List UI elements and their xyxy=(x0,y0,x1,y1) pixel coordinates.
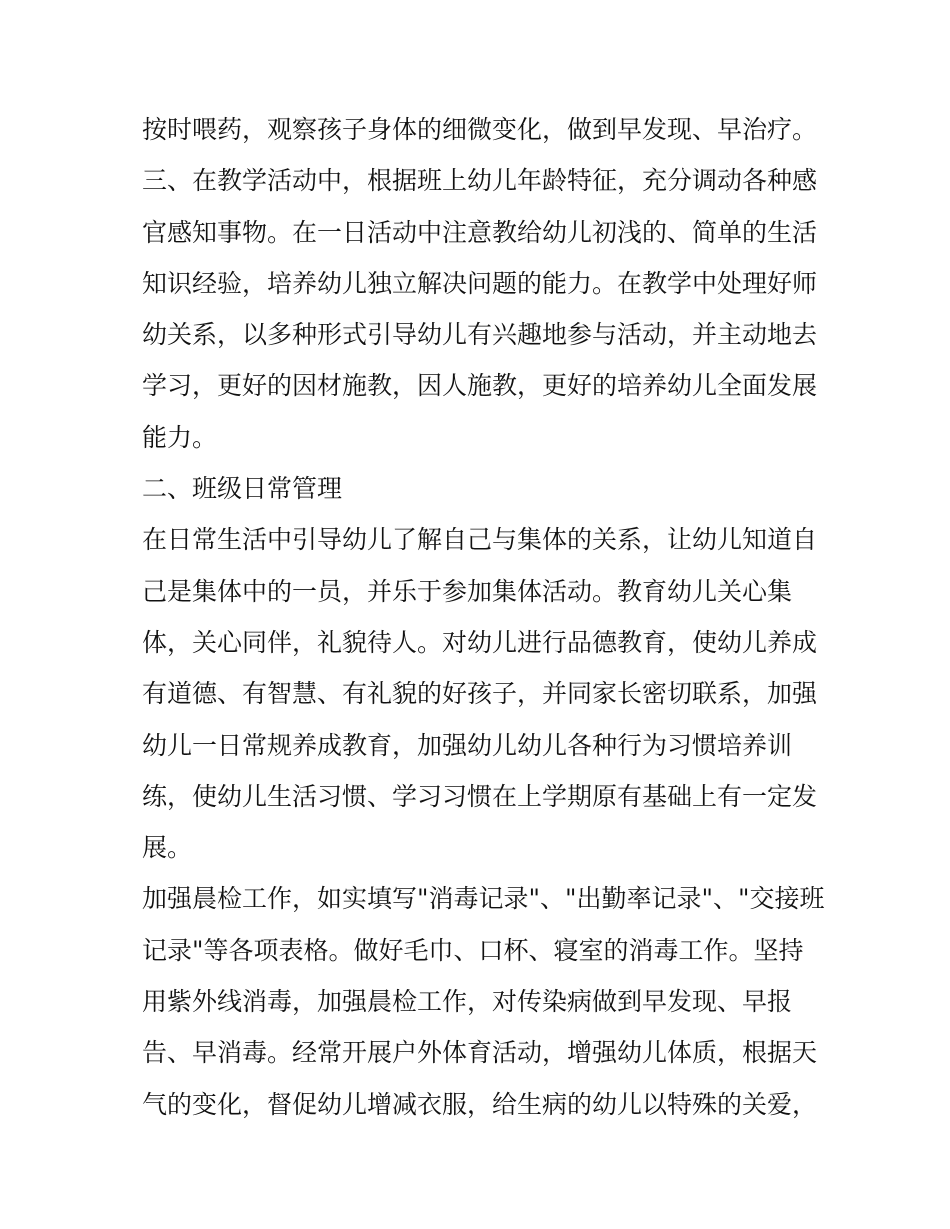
text-line: 在日常生活中引导幼儿了解自己与集体的关系，让幼儿知道自 xyxy=(142,525,818,555)
section-heading-line: 三、在教学活动中，根据班上幼儿年龄特征，充分调动各种感 xyxy=(142,166,818,196)
body-text xyxy=(142,104,825,1130)
text-line: 练，使幼儿生活习惯、学习习惯在上学期原有基础上有一定发 xyxy=(142,781,818,811)
text-line: 加强晨检工作，如实填写"消毒记录"、"出勤率记录"、"交接班 xyxy=(142,884,825,914)
text-line: 气的变化，督促幼儿增减衣服，给生病的幼儿以特殊的关爱， xyxy=(142,1089,818,1119)
text-line: 官感知事物。在一日活动中注意教给幼儿初浅的、简单的生活 xyxy=(142,217,818,247)
text-line: 告、早消毒。经常开展户外体育活动，增强幼儿体质，根据天 xyxy=(142,1038,818,1068)
section-heading: 二、班级日常管理 xyxy=(142,474,343,504)
text-line: 体，关心同伴，礼貌待人。对幼儿进行品德教育，使幼儿养成 xyxy=(142,627,818,657)
text-line: 按时喂药，观察孩子身体的细微变化，做到早发现、早治疗。 xyxy=(142,115,818,144)
text-line: 展。 xyxy=(142,833,193,863)
text-line: 学习，更好的因材施教，因人施教，更好的培养幼儿全面发展 xyxy=(142,371,818,401)
text-line: 记录"等各项表格。做好毛巾、口杯、寝室的消毒工作。坚持 xyxy=(142,935,804,965)
text-line: 能力。 xyxy=(142,422,218,452)
text-line: 用紫外线消毒，加强晨检工作，对传染病做到早发现、早报 xyxy=(142,987,793,1017)
text-line: 幼关系，以多种形式引导幼儿有兴趣地参与活动，并主动地去 xyxy=(142,320,818,350)
text-line: 幼儿一日常规养成教育，加强幼儿幼儿各种行为习惯培养训 xyxy=(142,730,793,760)
text-line: 己是集体中的一员，并乐于参加集体活动。教育幼儿关心集 xyxy=(142,576,793,606)
text-line: 知识经验，培养幼儿独立解决问题的能力。在教学中处理好师 xyxy=(142,268,818,298)
text-line: 有道德、有智慧、有礼貌的好孩子，并同家长密切联系，加强 xyxy=(142,679,818,709)
